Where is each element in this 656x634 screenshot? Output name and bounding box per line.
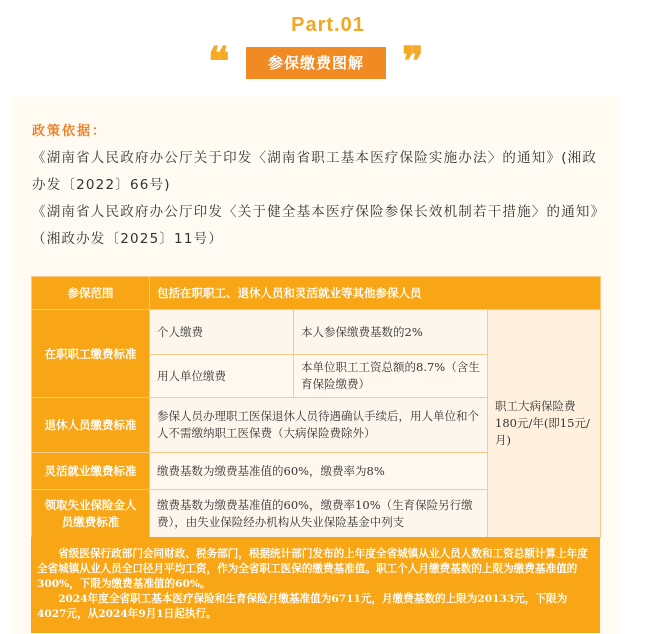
serious-illness-fee-note: 职工大病保险费180元/年(即15元/月)	[488, 310, 601, 538]
unemployment-standard-value: 缴费基数为缴费基准值的60%，缴费率10%（生育保险另行缴费），由失业保险经办机构从失业保险基金中列支	[150, 490, 488, 538]
personal-payment-label: 个人缴费	[150, 310, 294, 355]
part-label: Part.01	[291, 14, 365, 36]
retiree-standard-label: 退休人员缴费标准	[32, 398, 150, 453]
employee-standard-label: 在职职工缴费标准	[32, 310, 150, 398]
flexible-employment-value: 缴费基数为缴费基准值的60%，缴费率为8%	[150, 453, 488, 490]
benchmark-note-paragraph-2: 2024年度全省职工基本医疗保险和生育保险月缴基准值为6711元，月缴费基数的上限为20133元，下限为4027元，从2024年9月1日起执行。	[37, 593, 568, 620]
personal-payment-value: 本人参保缴费基数的2%	[294, 310, 488, 355]
policy-basis-title: 政策依据：	[32, 124, 108, 139]
benchmark-note-paragraph-1: 省级医保行政部门会同财政、税务部门，根据统计部门发布的上年度全省城镇从业人员人数和工资总额计算上年度全省城镇从业人员全口径月平均工资，作为全省职工医保的缴费基准值。职工个人月缴费基数的上限为缴费基准值的300%，下限为缴费基准值的60%。	[37, 548, 588, 590]
quote-close-icon: ❞	[402, 38, 424, 85]
employer-payment-label: 用人单位缴费	[150, 355, 294, 398]
quote-open-icon: ❝	[208, 38, 230, 85]
section-banner	[0, 38, 656, 85]
payment-standards-table	[31, 276, 601, 538]
banner-title: 参保缴费图解	[246, 47, 386, 79]
table-row	[32, 277, 601, 310]
scope-value: 包括在职职工、退休人员和灵活就业等其他参保人员	[150, 277, 601, 310]
table-row	[32, 310, 601, 355]
policy-document-2: 《湖南省人民政府办公厅印发〈关于健全基本医疗保险参保长效机制若干措施〉的通知》（湘政办发〔2025〕11号）	[32, 204, 599, 247]
unemployment-standard-label: 领取失业保险金人员缴费标准	[32, 490, 150, 538]
benchmark-note	[31, 537, 600, 633]
scope-label: 参保范围	[32, 277, 150, 310]
retiree-standard-value: 参保人员办理职工医保退休人员待遇确认手续后，用人单位和个人不需缴纳职工医保费（大病保险费除外）	[150, 398, 488, 453]
policy-document-1: 《湖南省人民政府办公厅关于印发〈湖南省职工基本医疗保险实施办法〉的通知》(湘政办发〔2022〕66号)	[32, 150, 598, 193]
employer-payment-value: 本单位职工工资总额的8.7%（含生育保险缴费）	[294, 355, 488, 398]
flexible-employment-label: 灵活就业缴费标准	[32, 453, 150, 490]
